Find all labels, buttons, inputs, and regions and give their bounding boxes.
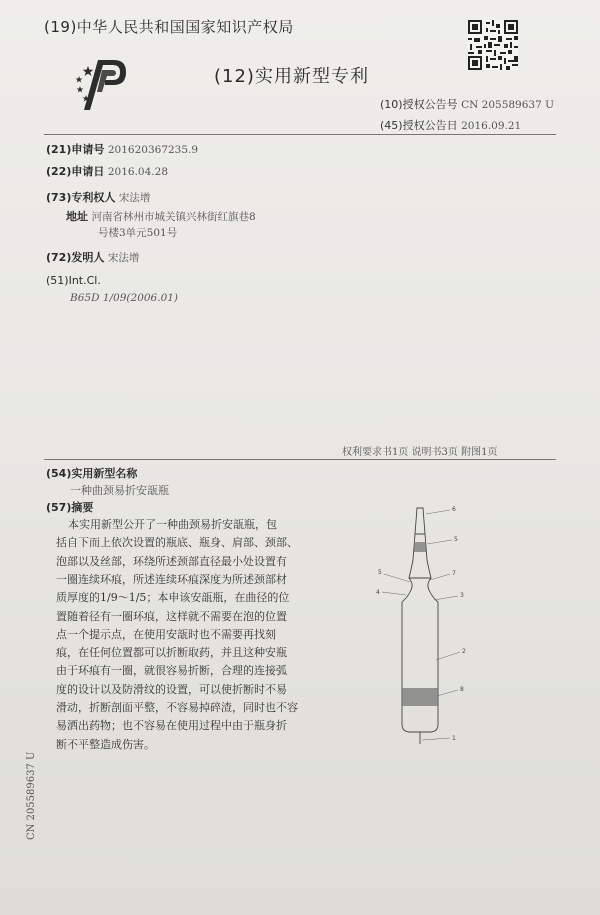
ipc-label: (51)Int.Cl. bbox=[46, 274, 101, 287]
abstract-line: 度的设计以及防滑纹的设置，可以使折断时不易 bbox=[56, 682, 287, 696]
application-date bbox=[46, 163, 168, 179]
patentee-value: 宋法增 bbox=[118, 192, 151, 204]
application-number-value: 201620367235.9 bbox=[107, 144, 199, 156]
publication-number-value: CN 205589637 U bbox=[461, 99, 554, 111]
abstract-divider bbox=[44, 459, 556, 460]
office-name: (19)中华人民共和国国家知识产权局 bbox=[44, 18, 294, 36]
figure-label: 4 bbox=[376, 589, 380, 596]
abstract-line: 一圈连续环痕，所述连续环痕深度为所述颈部材 bbox=[56, 572, 287, 586]
publication-date-label: (45)授权公告日 bbox=[380, 119, 458, 132]
figure-label: 7 bbox=[452, 570, 456, 577]
abstract-label: (57)摘要 bbox=[46, 501, 94, 514]
figure-label: 1 bbox=[452, 735, 456, 742]
figure-label: 2 bbox=[462, 648, 466, 655]
abstract-line: 由于环痕有一圈，就很容易折断，合理的连接弧 bbox=[56, 664, 287, 678]
patentee-label: (73)专利权人 bbox=[46, 191, 116, 204]
abstract-line: 滑动，折断剖面平整，不容易掉碎渣，同时也不容 bbox=[56, 701, 298, 714]
figure-label: 5 bbox=[378, 569, 382, 576]
publication-date bbox=[380, 117, 521, 133]
inventor-label: (72)发明人 bbox=[46, 251, 105, 264]
abstract-line: 痕，在任何位置都可以折断取药，并且这种安瓶 bbox=[56, 646, 287, 660]
application-number-label: (21)申请号 bbox=[46, 143, 105, 156]
abstract-line: 点一个提示点，在使用安瓿时也不需要再找刻 bbox=[56, 627, 276, 641]
abstract-line: 质厚度的1/9～1/5；本申该安瓿瓶，在曲径的位 bbox=[56, 591, 290, 605]
cnipa-logo-icon bbox=[74, 58, 130, 112]
inventor-value: 宋法增 bbox=[107, 252, 140, 264]
address-line-1: 河南省林州市城关镇兴林街红旗巷8 bbox=[91, 211, 256, 223]
abstract-line: 本实用新型公开了一种曲颈易折安瓿瓶，包 bbox=[68, 518, 277, 531]
application-number bbox=[46, 141, 198, 157]
abstract-line: 泡部以及丝部，环绕所述颈部直径最小处设置有 bbox=[56, 554, 287, 568]
patentee bbox=[46, 189, 150, 205]
document-type: (12)实用新型专利 bbox=[214, 66, 369, 87]
figure-label: 5 bbox=[454, 536, 458, 543]
publication-number-label: (10)授权公告号 bbox=[380, 98, 458, 111]
publication-number bbox=[380, 96, 554, 112]
utility-model-title: 一种曲颈易折安瓿瓶 bbox=[70, 484, 169, 497]
figure-label: 6 bbox=[452, 506, 456, 513]
abstract-line: 易洒出药物；也不容易在使用过程中由于瓶身折 bbox=[56, 719, 287, 733]
application-date-value: 2016.04.28 bbox=[107, 166, 168, 178]
ipc-value: B65D 1/09(2006.01) bbox=[70, 292, 179, 304]
abstract-line: 置随着径有一圈环痕，这样就不需要在泡的位置 bbox=[56, 609, 287, 623]
address-label: 地址 bbox=[66, 210, 88, 223]
header-divider bbox=[44, 134, 556, 135]
page-counts: 权利要求书1页 说明书3页 附图1页 bbox=[342, 447, 498, 458]
address-line-2: 号楼3单元501号 bbox=[98, 227, 178, 239]
utility-model-title-label: (54)实用新型名称 bbox=[46, 467, 138, 480]
inventor bbox=[46, 249, 139, 265]
qr-code-icon bbox=[468, 20, 518, 70]
ampoule-drawing bbox=[370, 500, 480, 750]
application-date-label: (22)申请日 bbox=[46, 165, 105, 178]
figure-label: 8 bbox=[460, 686, 464, 693]
side-publication-number: CN 205589637 U bbox=[26, 751, 37, 840]
abstract-line: 断不平整造成伤害。 bbox=[56, 737, 155, 751]
publication-date-value: 2016.09.21 bbox=[461, 120, 522, 132]
figure-label: 3 bbox=[460, 592, 464, 599]
address bbox=[66, 208, 256, 224]
abstract-line: 括自下而上依次设置的瓶底、瓶身、肩部、颈部、 bbox=[56, 536, 298, 550]
